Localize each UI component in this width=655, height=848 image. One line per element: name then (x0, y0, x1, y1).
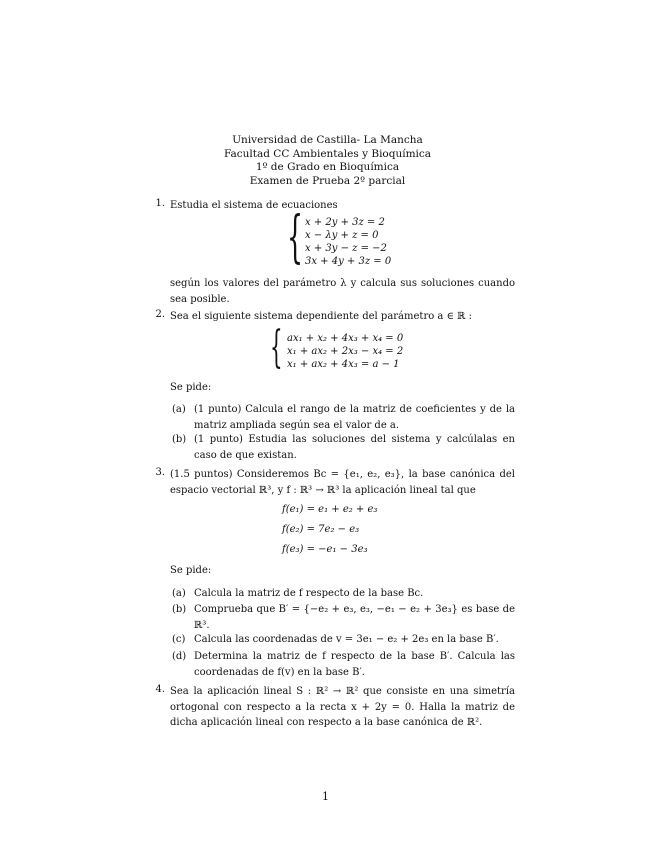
q3-part-c-text: Calcula las coordenadas de v = 3e₁ − e₂ + 2e₃ en la base B′. (194, 634, 499, 645)
q2-part-a-text: (1 punto) Calcula el rango de la matriz de coeficientes y de la matriz ampliada según sea el valor de a. (194, 404, 515, 431)
q3-part-d-label: (d) (172, 651, 187, 662)
q1-intro: Estudia el sistema de ecuaciones (170, 200, 338, 211)
q2-brace: { (270, 322, 283, 373)
q2-part-b-label: (b) (172, 434, 187, 445)
q2-eq-3: x₁ + ax₂ + 4x₃ = a − 1 (287, 359, 400, 370)
q3-number: 3. (155, 467, 165, 478)
q3-part-b-text: Comprueba que B′ = {−e₂ + e₃, e₃, −e₁ − e₂ + 3e₃} es base de ℝ³. (194, 604, 515, 631)
q3-eq-1: f(e₁) = e₁ + e₂ + e₃ (282, 504, 378, 515)
q2-part-b-text: (1 punto) Estudia las soluciones del sistema y calcúlalas en caso de que existan. (194, 434, 515, 461)
q3-part-a-label: (a) (172, 588, 186, 599)
q3-eq-2: f(e₂) = 7e₂ − e₃ (282, 524, 360, 535)
q3-intro: (1.5 puntos) Consideremos Bc = {e₁, e₂, e₃}, la base canónica del espacio vectorial ℝ³, y f : ℝ³ → ℝ³ la aplicación lineal tal que (170, 469, 515, 496)
page-number: 1 (322, 790, 329, 803)
q2-intro: Sea el siguiente sistema dependiente del parámetro a ∈ ℝ : (170, 311, 473, 322)
exam-title: Examen de Prueba 2º parcial (249, 174, 406, 187)
q2-number: 2. (155, 309, 165, 320)
degree-name: 1º de Grado en Bioquímica (255, 161, 400, 173)
q3-part-b-label: (b) (172, 604, 187, 615)
exam-header (160, 134, 495, 188)
q2-system (287, 332, 403, 371)
q1-number: 1. (155, 198, 165, 209)
q1-eq-3: x + 3y − z = −2 (305, 243, 387, 254)
q3-asks: Se pide: (170, 565, 212, 576)
q1-outro: según los valores del parámetro λ y calcula sus soluciones cuando sea posible. (170, 278, 515, 305)
q1-eq-1: x + 2y + 3z = 2 (305, 217, 385, 228)
q4-number: 4. (155, 684, 165, 695)
q3-part-d-text: Determina la matriz de f respecto de la base B′. Calcula las coordenadas de f(v) en la base B′. (194, 651, 515, 678)
university-name: Universidad de Castilla- La Mancha (232, 134, 423, 146)
q1-eq-4: 3x + 4y + 3z = 0 (305, 256, 392, 267)
q1-eq-2: x − λy + z = 0 (305, 230, 379, 241)
q2-eq-1: ax₁ + x₂ + 4x₃ + x₄ = 0 (287, 333, 404, 344)
q2-part-a-label: (a) (172, 404, 186, 415)
q1-brace: { (287, 205, 304, 270)
q3-part-c-label: (c) (172, 634, 186, 645)
q2-eq-2: x₁ + ax₂ + 2x₃ − x₄ = 2 (287, 346, 404, 357)
q3-eq-3: f(e₃) = −e₁ − 3e₃ (282, 544, 368, 555)
q3-part-a-text: Calcula la matriz de f respecto de la base Bc. (194, 588, 424, 599)
q4-text: Sea la aplicación lineal S : ℝ² → ℝ² que consiste en una simetría ortogonal con respecto a la recta x + 2y = 0. Halla la matriz de dicha aplicación lineal con respecto a la base canónica de ℝ². (170, 686, 515, 728)
q1-system (305, 216, 391, 268)
q3-equations (282, 500, 377, 560)
q2-asks: Se pide: (170, 382, 212, 393)
faculty-name: Facultad CC Ambientales y Bioquímica (223, 147, 432, 160)
